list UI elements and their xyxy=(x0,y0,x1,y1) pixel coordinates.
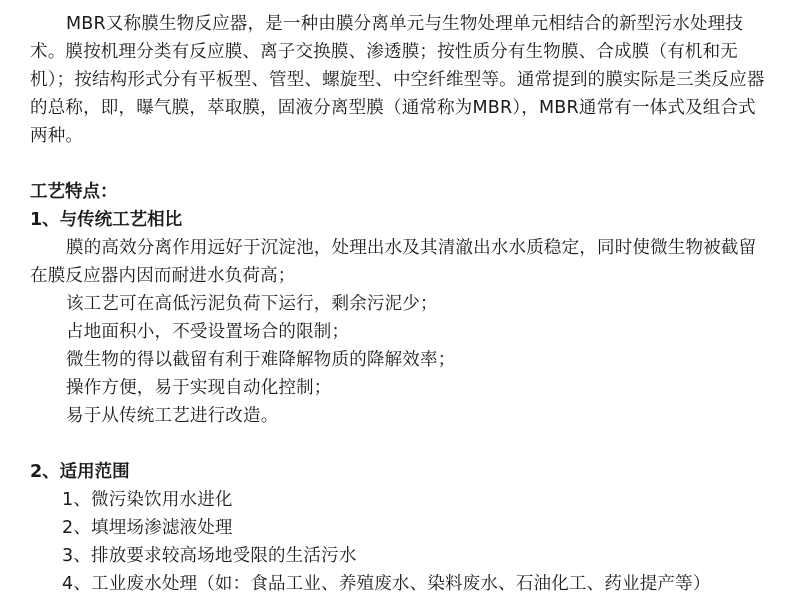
section1-item: 占地面积小，不受设置场合的限制； xyxy=(66,322,350,342)
section2-item: 3、排放要求较高场地受限的生活污水 xyxy=(62,546,357,566)
document-body xyxy=(30,10,770,598)
spacer xyxy=(30,150,770,178)
spacer xyxy=(30,430,770,458)
section1-item: 易于从传统工艺进行改造。 xyxy=(66,406,279,426)
section2-item: 1、微污染饮用水进化 xyxy=(62,490,233,510)
section1-heading: 1、与传统工艺相比 xyxy=(30,210,183,230)
section1-item: 操作方便，易于实现自动化控制； xyxy=(66,378,332,398)
section2-item: 2、填埋场渗滤液处理 xyxy=(62,518,233,538)
section1-lead: 膜的高效分离作用远好于沉淀池，处理出水及其清澈出水水质稳定，同时使微生物被截留在膜反应器内因而耐进水负荷高； xyxy=(30,238,757,286)
intro-paragraph: MBR又称膜生物反应器，是一种由膜分离单元与生物处理单元相结合的新型污水处理技术。膜按机理分类有反应膜、离子交换膜、渗透膜；按性质分有生物膜、合成膜（有机和无机）；按结构形式分有平板型、管型、螺旋型、中空纤维型等。通常提到的膜实际是三类反应器的总称，即，曝气膜，萃取膜，固液分离型膜（通常称为MBR），MBR通常有一体式及组合式两种。 xyxy=(30,14,765,146)
section1-item: 该工艺可在高低污泥负荷下运行，剩余污泥少； xyxy=(66,294,438,314)
section1-item: 微生物的得以截留有利于难降解物质的降解效率； xyxy=(66,350,456,370)
features-heading: 工艺特点： xyxy=(30,182,118,202)
section2-heading: 2、适用范围 xyxy=(30,462,130,482)
section2-item: 4、工业废水处理（如：食品工业、养殖废水、染料废水、石油化工、药业提产等） xyxy=(62,574,711,594)
